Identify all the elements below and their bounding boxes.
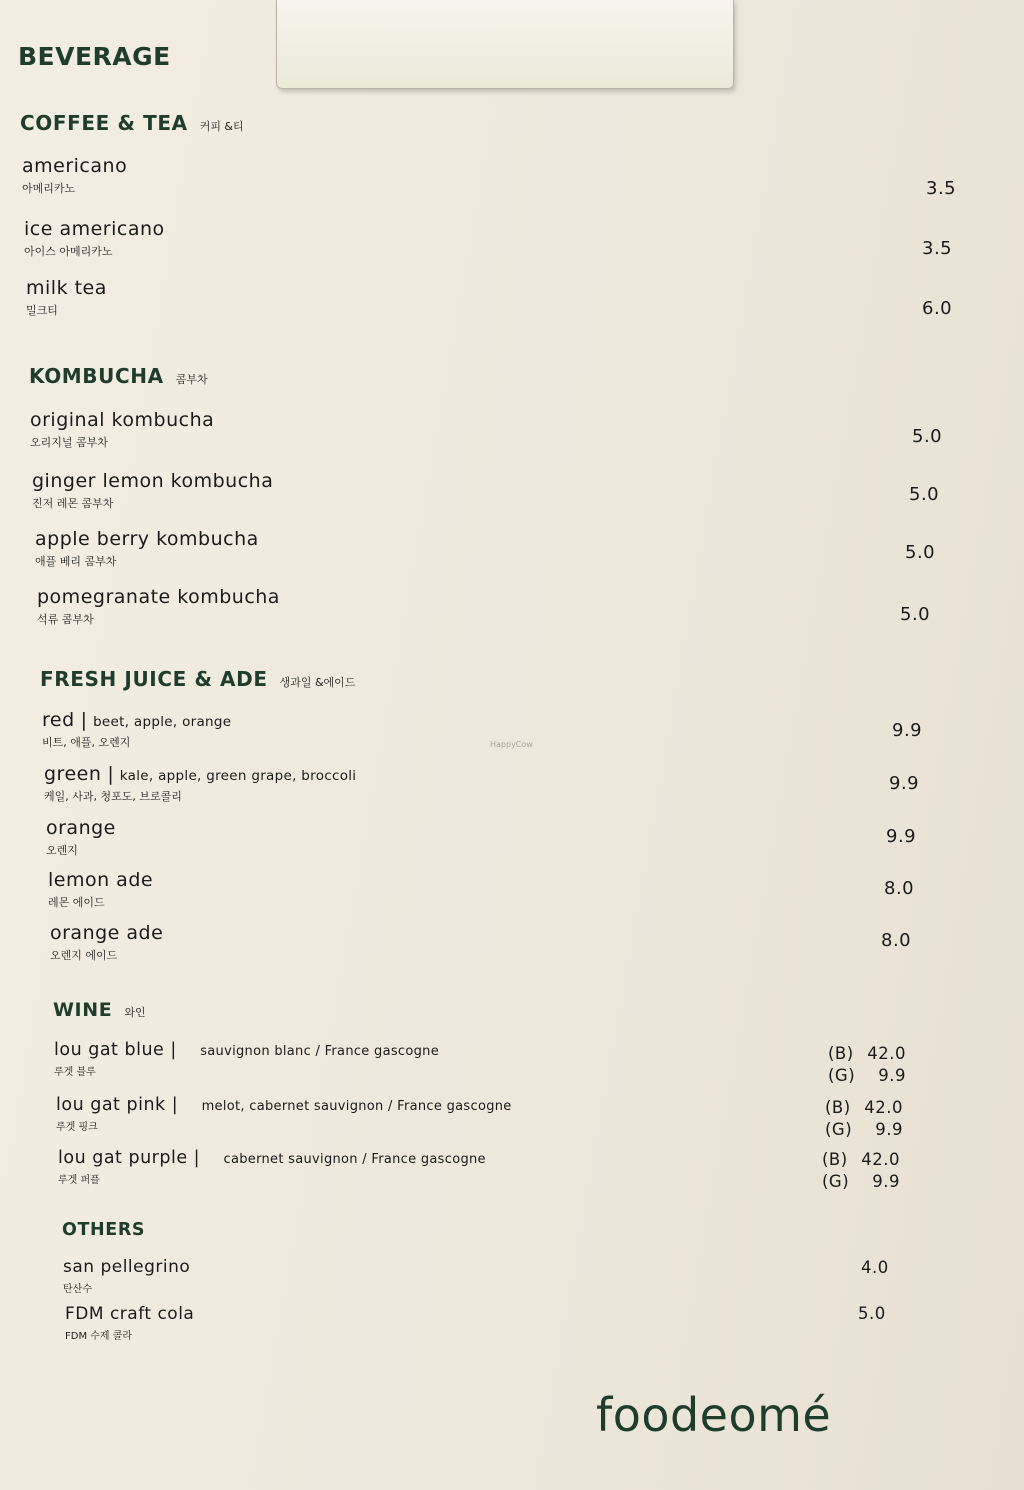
item-name: orange	[46, 817, 116, 839]
item-name-ko: 탄산수	[63, 1284, 92, 1295]
item-name: lou gat purple	[58, 1148, 188, 1168]
item-name-ko: 아메리카노	[22, 182, 76, 195]
item-name-ko: 아이스 아메리카노	[24, 245, 113, 258]
item-name: americano	[22, 155, 128, 177]
section-header-juice	[40, 667, 355, 691]
glass-price: 9.9	[878, 1066, 906, 1085]
menu-item-ice-americano	[24, 218, 165, 259]
glass-price: 9.9	[872, 1172, 900, 1191]
bottle-label: (B)	[822, 1150, 848, 1169]
menu-item-pomegranate-kombucha	[37, 586, 280, 627]
item-price: 9.9	[889, 773, 920, 794]
item-name: orange ade	[50, 922, 164, 944]
section-title-ko: 콤부차	[175, 373, 208, 386]
item-description: cabernet sauvignon / France gascogne	[223, 1152, 486, 1167]
item-separator: |	[171, 1095, 178, 1115]
section-title: KOMBUCHA	[29, 364, 164, 388]
item-price: 4.0	[861, 1258, 889, 1277]
item-name-ko: 루겟 퍼플	[58, 1175, 100, 1186]
item-name: pomegranate kombucha	[37, 586, 280, 608]
menu-item-original-kombucha	[30, 409, 214, 450]
section-header-wine	[53, 999, 146, 1021]
item-name: ginger lemon kombucha	[32, 470, 274, 492]
menu-item-lou-gat-purple	[58, 1148, 486, 1186]
item-name: ice americano	[24, 218, 165, 240]
item-name-ko: FDM 수제 콜라	[65, 1331, 133, 1342]
menu-item-red	[42, 709, 231, 750]
item-name-ko: 진저 레몬 콤부차	[32, 497, 114, 510]
bottle-price: 42.0	[867, 1044, 906, 1063]
item-description: sauvignon blanc / France gascogne	[200, 1044, 440, 1059]
section-title-ko: 와인	[124, 1006, 146, 1019]
section-header-kombucha	[29, 364, 208, 388]
section-title: WINE	[53, 999, 113, 1021]
item-description: beet, apple, orange	[93, 714, 232, 730]
item-price: 5.0	[909, 484, 940, 505]
menu-item-lou-gat-pink	[56, 1095, 512, 1133]
item-separator: |	[80, 709, 88, 731]
menu-title: BEVERAGE	[18, 42, 171, 71]
menu-item-milk-tea	[26, 277, 107, 318]
item-name: lou gat blue	[54, 1040, 165, 1060]
item-name: lou gat pink	[56, 1095, 166, 1115]
item-price: 5.0	[858, 1304, 886, 1323]
bottle-label: (B)	[825, 1098, 851, 1117]
bottle-price: 42.0	[864, 1098, 903, 1117]
item-name-ko: 오리지널 콤부차	[30, 436, 108, 449]
item-name-ko: 루겟 블루	[54, 1067, 96, 1078]
item-separator: |	[193, 1148, 200, 1168]
menu-item-lemon-ade	[48, 869, 153, 910]
clipboard-clip	[276, 0, 734, 89]
wine-price-block	[828, 1043, 906, 1087]
item-name: red	[42, 709, 75, 731]
menu-item-fdm-craft-cola	[65, 1304, 194, 1342]
item-name: apple berry kombucha	[35, 528, 259, 550]
glass-label: (G)	[828, 1066, 856, 1085]
menu-item-lou-gat-blue	[54, 1040, 439, 1078]
item-price: 3.5	[926, 178, 957, 199]
item-name-ko: 애플 베리 콤부차	[35, 555, 117, 568]
item-separator: |	[107, 763, 114, 785]
item-description: kale, apple, green grape, broccoli	[119, 768, 357, 784]
item-name-ko: 레몬 에이드	[48, 896, 105, 909]
section-header-others	[62, 1220, 145, 1240]
item-separator: |	[170, 1040, 177, 1060]
item-name-ko: 오렌지	[46, 844, 78, 857]
section-header-coffee-tea	[20, 111, 244, 135]
watermark: HappyCow	[490, 740, 533, 749]
item-name-ko: 오렌지 에이드	[50, 949, 118, 962]
bottle-price: 42.0	[861, 1150, 900, 1169]
item-name: original kombucha	[30, 409, 215, 431]
menu-item-americano	[22, 155, 127, 196]
menu-item-orange-ade	[50, 922, 163, 963]
item-name-ko: 밀크티	[26, 304, 58, 317]
item-price: 9.9	[886, 826, 917, 847]
item-name: milk tea	[26, 277, 107, 299]
item-price: 9.9	[892, 720, 923, 741]
item-price: 5.0	[912, 426, 943, 447]
wine-price-block	[825, 1097, 903, 1141]
glass-label: (G)	[825, 1120, 853, 1139]
menu-item-ginger-lemon-kombucha	[32, 470, 273, 511]
glass-label: (G)	[822, 1172, 850, 1191]
menu-item-apple-berry-kombucha	[35, 528, 259, 569]
menu-item-orange	[46, 817, 116, 858]
section-title: COFFEE & TEA	[20, 111, 188, 135]
item-name: san pellegrino	[63, 1257, 191, 1277]
wine-price-block	[822, 1149, 900, 1193]
brand-logo: foodeomé	[596, 1388, 832, 1442]
item-name-ko: 루겟 핑크	[56, 1122, 98, 1133]
item-price: 8.0	[881, 930, 912, 951]
item-price: 6.0	[922, 298, 953, 319]
bottle-label: (B)	[828, 1044, 854, 1063]
item-name: lemon ade	[48, 869, 154, 891]
item-price: 5.0	[900, 604, 931, 625]
item-price: 8.0	[884, 878, 915, 899]
section-title: OTHERS	[62, 1220, 146, 1240]
item-name-ko: 석류 콤부차	[37, 613, 94, 626]
menu-item-san-pellegrino	[63, 1257, 190, 1295]
section-title: FRESH JUICE & ADE	[40, 667, 268, 691]
item-name: green	[44, 763, 102, 785]
glass-price: 9.9	[875, 1120, 903, 1139]
section-title-ko: 커피 &티	[199, 120, 244, 133]
section-title-ko: 생과일 &에이드	[279, 676, 356, 689]
item-price: 3.5	[922, 238, 953, 259]
item-name: FDM craft cola	[65, 1304, 195, 1324]
item-name-ko: 비트, 애플, 오렌지	[42, 736, 131, 749]
menu-item-green	[44, 763, 356, 804]
item-price: 5.0	[905, 542, 936, 563]
item-description: melot, cabernet sauvignon / France gascogne	[201, 1099, 512, 1114]
item-name-ko: 케일, 사과, 청포도, 브로콜리	[44, 790, 182, 803]
